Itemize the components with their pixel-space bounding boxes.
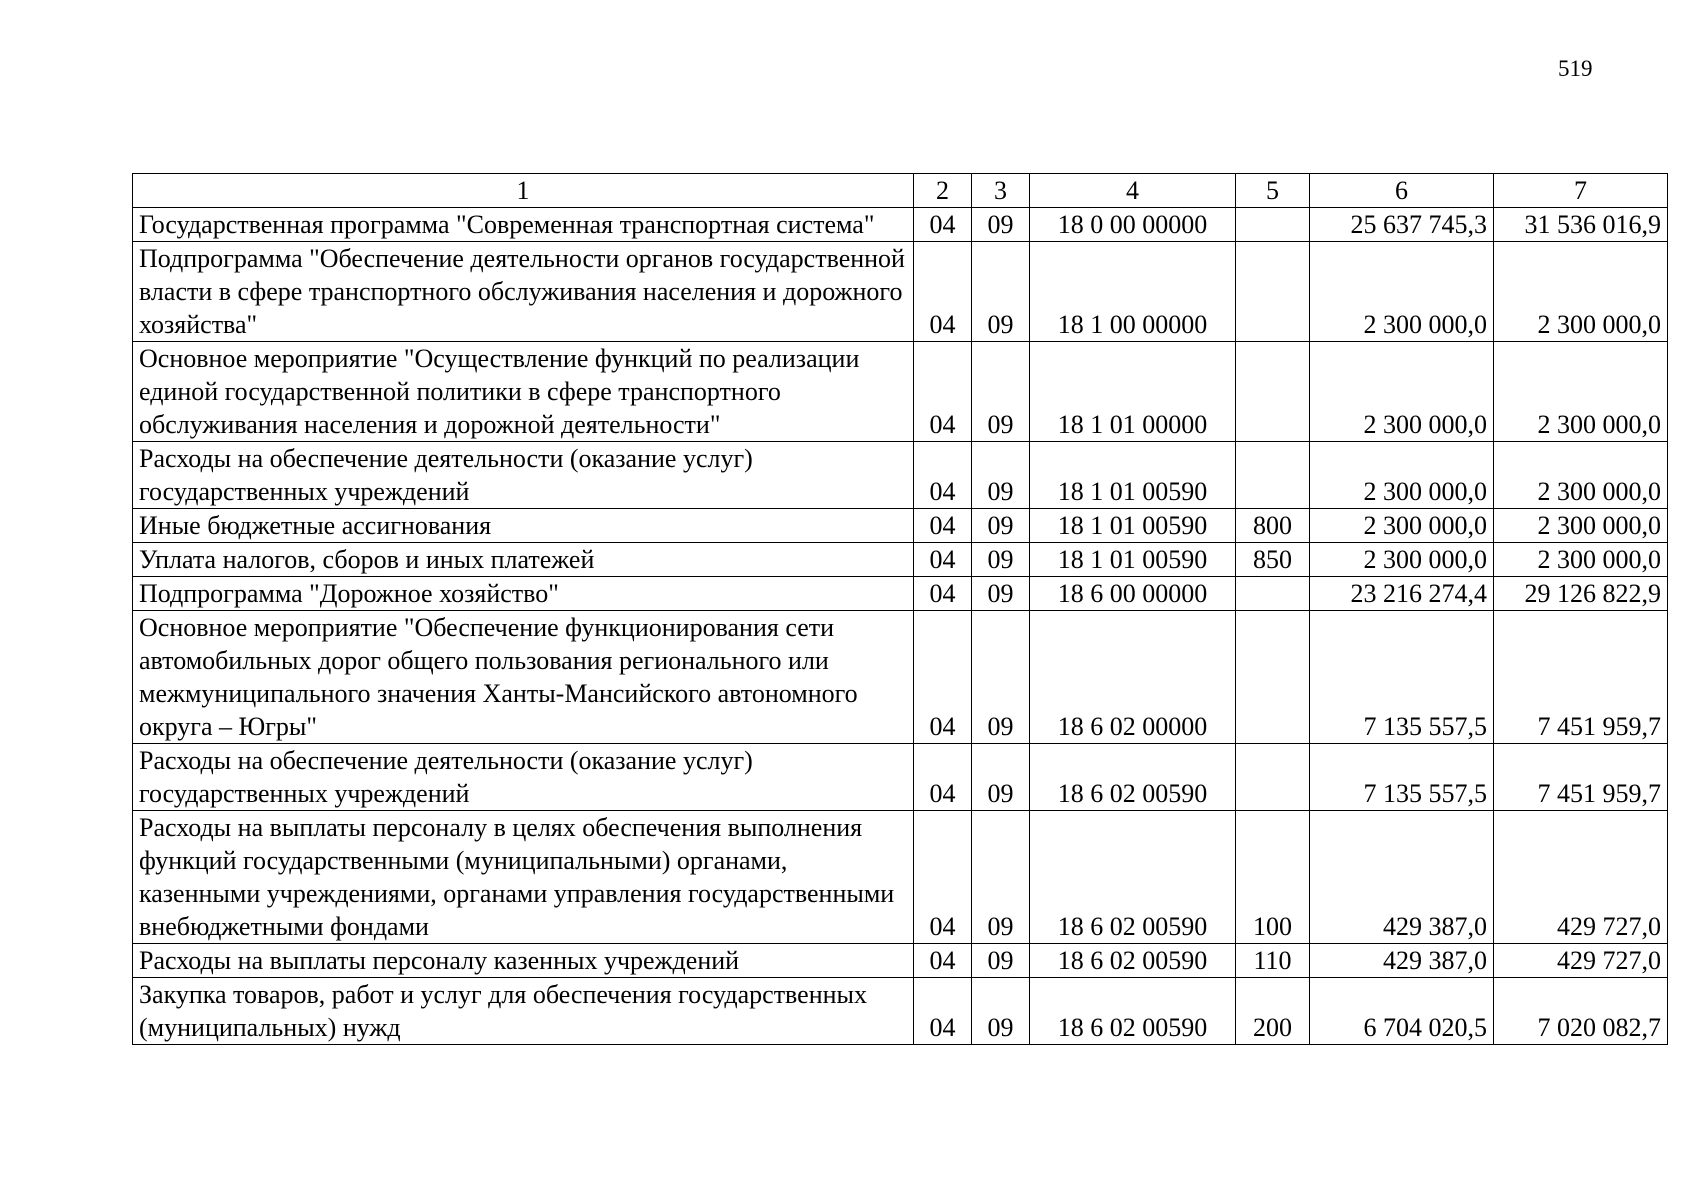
column-header: 6 bbox=[1310, 174, 1494, 208]
amount-col-7: 429 727,0 bbox=[1494, 944, 1668, 978]
item-name: Расходы на обеспечение деятельности (оказание услуг) государственных учреждений bbox=[133, 442, 914, 509]
subsection-code: 09 bbox=[972, 509, 1030, 543]
expense-type-code bbox=[1236, 208, 1310, 242]
item-name: Подпрограмма "Обеспечение деятельности органов государственной власти в сфере транспортного обслуживания населения и дорожного хозяйства" bbox=[133, 242, 914, 342]
expense-type-code bbox=[1236, 242, 1310, 342]
item-name: Уплата налогов, сборов и иных платежей bbox=[133, 543, 914, 577]
expense-type-code: 850 bbox=[1236, 543, 1310, 577]
expense-type-code: 110 bbox=[1236, 944, 1310, 978]
table-row bbox=[133, 577, 1668, 611]
budget-table bbox=[132, 173, 1668, 1045]
amount-col-7: 7 020 082,7 bbox=[1494, 978, 1668, 1045]
amount-col-6: 429 387,0 bbox=[1310, 944, 1494, 978]
subsection-code: 09 bbox=[972, 811, 1030, 944]
column-header: 7 bbox=[1494, 174, 1668, 208]
section-code: 04 bbox=[914, 342, 972, 442]
expense-type-code bbox=[1236, 611, 1310, 744]
amount-col-7: 31 536 016,9 bbox=[1494, 208, 1668, 242]
target-article-code: 18 6 02 00590 bbox=[1030, 944, 1236, 978]
target-article-code: 18 6 02 00590 bbox=[1030, 811, 1236, 944]
table-row bbox=[133, 811, 1668, 944]
amount-col-7: 2 300 000,0 bbox=[1494, 509, 1668, 543]
amount-col-7: 2 300 000,0 bbox=[1494, 342, 1668, 442]
amount-col-6: 2 300 000,0 bbox=[1310, 442, 1494, 509]
table-row bbox=[133, 509, 1668, 543]
section-code: 04 bbox=[914, 442, 972, 509]
subsection-code: 09 bbox=[972, 342, 1030, 442]
table-row bbox=[133, 208, 1668, 242]
amount-col-7: 7 451 959,7 bbox=[1494, 611, 1668, 744]
page-number: 519 bbox=[1558, 56, 1593, 81]
column-header: 4 bbox=[1030, 174, 1236, 208]
column-header: 5 bbox=[1236, 174, 1310, 208]
amount-col-6: 7 135 557,5 bbox=[1310, 611, 1494, 744]
subsection-code: 09 bbox=[972, 978, 1030, 1045]
subsection-code: 09 bbox=[972, 577, 1030, 611]
amount-col-6: 6 704 020,5 bbox=[1310, 978, 1494, 1045]
table-row bbox=[133, 442, 1668, 509]
subsection-code: 09 bbox=[972, 744, 1030, 811]
amount-col-6: 25 637 745,3 bbox=[1310, 208, 1494, 242]
amount-col-6: 2 300 000,0 bbox=[1310, 509, 1494, 543]
item-name: Государственная программа "Современная транспортная система" bbox=[133, 208, 914, 242]
section-code: 04 bbox=[914, 744, 972, 811]
section-code: 04 bbox=[914, 811, 972, 944]
item-name: Подпрограмма "Дорожное хозяйство" bbox=[133, 577, 914, 611]
section-code: 04 bbox=[914, 611, 972, 744]
subsection-code: 09 bbox=[972, 944, 1030, 978]
expense-type-code bbox=[1236, 342, 1310, 442]
amount-col-7: 429 727,0 bbox=[1494, 811, 1668, 944]
table-row bbox=[133, 944, 1668, 978]
target-article-code: 18 6 02 00590 bbox=[1030, 744, 1236, 811]
amount-col-6: 2 300 000,0 bbox=[1310, 242, 1494, 342]
table-row bbox=[133, 744, 1668, 811]
expense-type-code bbox=[1236, 577, 1310, 611]
target-article-code: 18 1 00 00000 bbox=[1030, 242, 1236, 342]
amount-col-6: 2 300 000,0 bbox=[1310, 543, 1494, 577]
expense-type-code: 100 bbox=[1236, 811, 1310, 944]
amount-col-7: 7 451 959,7 bbox=[1494, 744, 1668, 811]
target-article-code: 18 1 01 00000 bbox=[1030, 342, 1236, 442]
header-row bbox=[133, 174, 1668, 208]
amount-col-7: 2 300 000,0 bbox=[1494, 242, 1668, 342]
item-name: Основное мероприятие "Обеспечение функционирования сети автомобильных дорог общего пользования регионального или межмуниципального значения Ханты-Мансийского автономного округа – Югры" bbox=[133, 611, 914, 744]
expense-type-code bbox=[1236, 744, 1310, 811]
amount-col-6: 2 300 000,0 bbox=[1310, 342, 1494, 442]
column-header: 3 bbox=[972, 174, 1030, 208]
target-article-code: 18 1 01 00590 bbox=[1030, 442, 1236, 509]
subsection-code: 09 bbox=[972, 442, 1030, 509]
item-name: Закупка товаров, работ и услуг для обеспечения государственных (муниципальных) нужд bbox=[133, 978, 914, 1045]
amount-col-6: 23 216 274,4 bbox=[1310, 577, 1494, 611]
section-code: 04 bbox=[914, 978, 972, 1045]
target-article-code: 18 6 02 00590 bbox=[1030, 978, 1236, 1045]
subsection-code: 09 bbox=[972, 242, 1030, 342]
table-row bbox=[133, 342, 1668, 442]
target-article-code: 18 6 02 00000 bbox=[1030, 611, 1236, 744]
expense-type-code: 200 bbox=[1236, 978, 1310, 1045]
amount-col-6: 429 387,0 bbox=[1310, 811, 1494, 944]
target-article-code: 18 1 01 00590 bbox=[1030, 509, 1236, 543]
section-code: 04 bbox=[914, 543, 972, 577]
column-header: 2 bbox=[914, 174, 972, 208]
amount-col-7: 2 300 000,0 bbox=[1494, 442, 1668, 509]
subsection-code: 09 bbox=[972, 611, 1030, 744]
column-header: 1 bbox=[133, 174, 914, 208]
table-row bbox=[133, 978, 1668, 1045]
subsection-code: 09 bbox=[972, 208, 1030, 242]
table-row bbox=[133, 611, 1668, 744]
section-code: 04 bbox=[914, 509, 972, 543]
item-name: Иные бюджетные ассигнования bbox=[133, 509, 914, 543]
amount-col-7: 29 126 822,9 bbox=[1494, 577, 1668, 611]
target-article-code: 18 1 01 00590 bbox=[1030, 543, 1236, 577]
table-header bbox=[133, 174, 1668, 208]
amount-col-6: 7 135 557,5 bbox=[1310, 744, 1494, 811]
table-row bbox=[133, 543, 1668, 577]
item-name: Расходы на выплаты персоналу казенных учреждений bbox=[133, 944, 914, 978]
section-code: 04 bbox=[914, 944, 972, 978]
section-code: 04 bbox=[914, 577, 972, 611]
subsection-code: 09 bbox=[972, 543, 1030, 577]
target-article-code: 18 6 00 00000 bbox=[1030, 577, 1236, 611]
item-name: Расходы на обеспечение деятельности (оказание услуг) государственных учреждений bbox=[133, 744, 914, 811]
expense-type-code: 800 bbox=[1236, 509, 1310, 543]
table-body bbox=[133, 208, 1668, 1045]
amount-col-7: 2 300 000,0 bbox=[1494, 543, 1668, 577]
section-code: 04 bbox=[914, 242, 972, 342]
item-name: Основное мероприятие "Осуществление функций по реализации единой государственной политики в сфере транспортного обслуживания населения и дорожной деятельности" bbox=[133, 342, 914, 442]
item-name: Расходы на выплаты персоналу в целях обеспечения выполнения функций государственными (муниципальными) органами, казенными учреждениями, органами управления государственными внебюджетными фондами bbox=[133, 811, 914, 944]
section-code: 04 bbox=[914, 208, 972, 242]
expense-type-code bbox=[1236, 442, 1310, 509]
target-article-code: 18 0 00 00000 bbox=[1030, 208, 1236, 242]
table-row bbox=[133, 242, 1668, 342]
